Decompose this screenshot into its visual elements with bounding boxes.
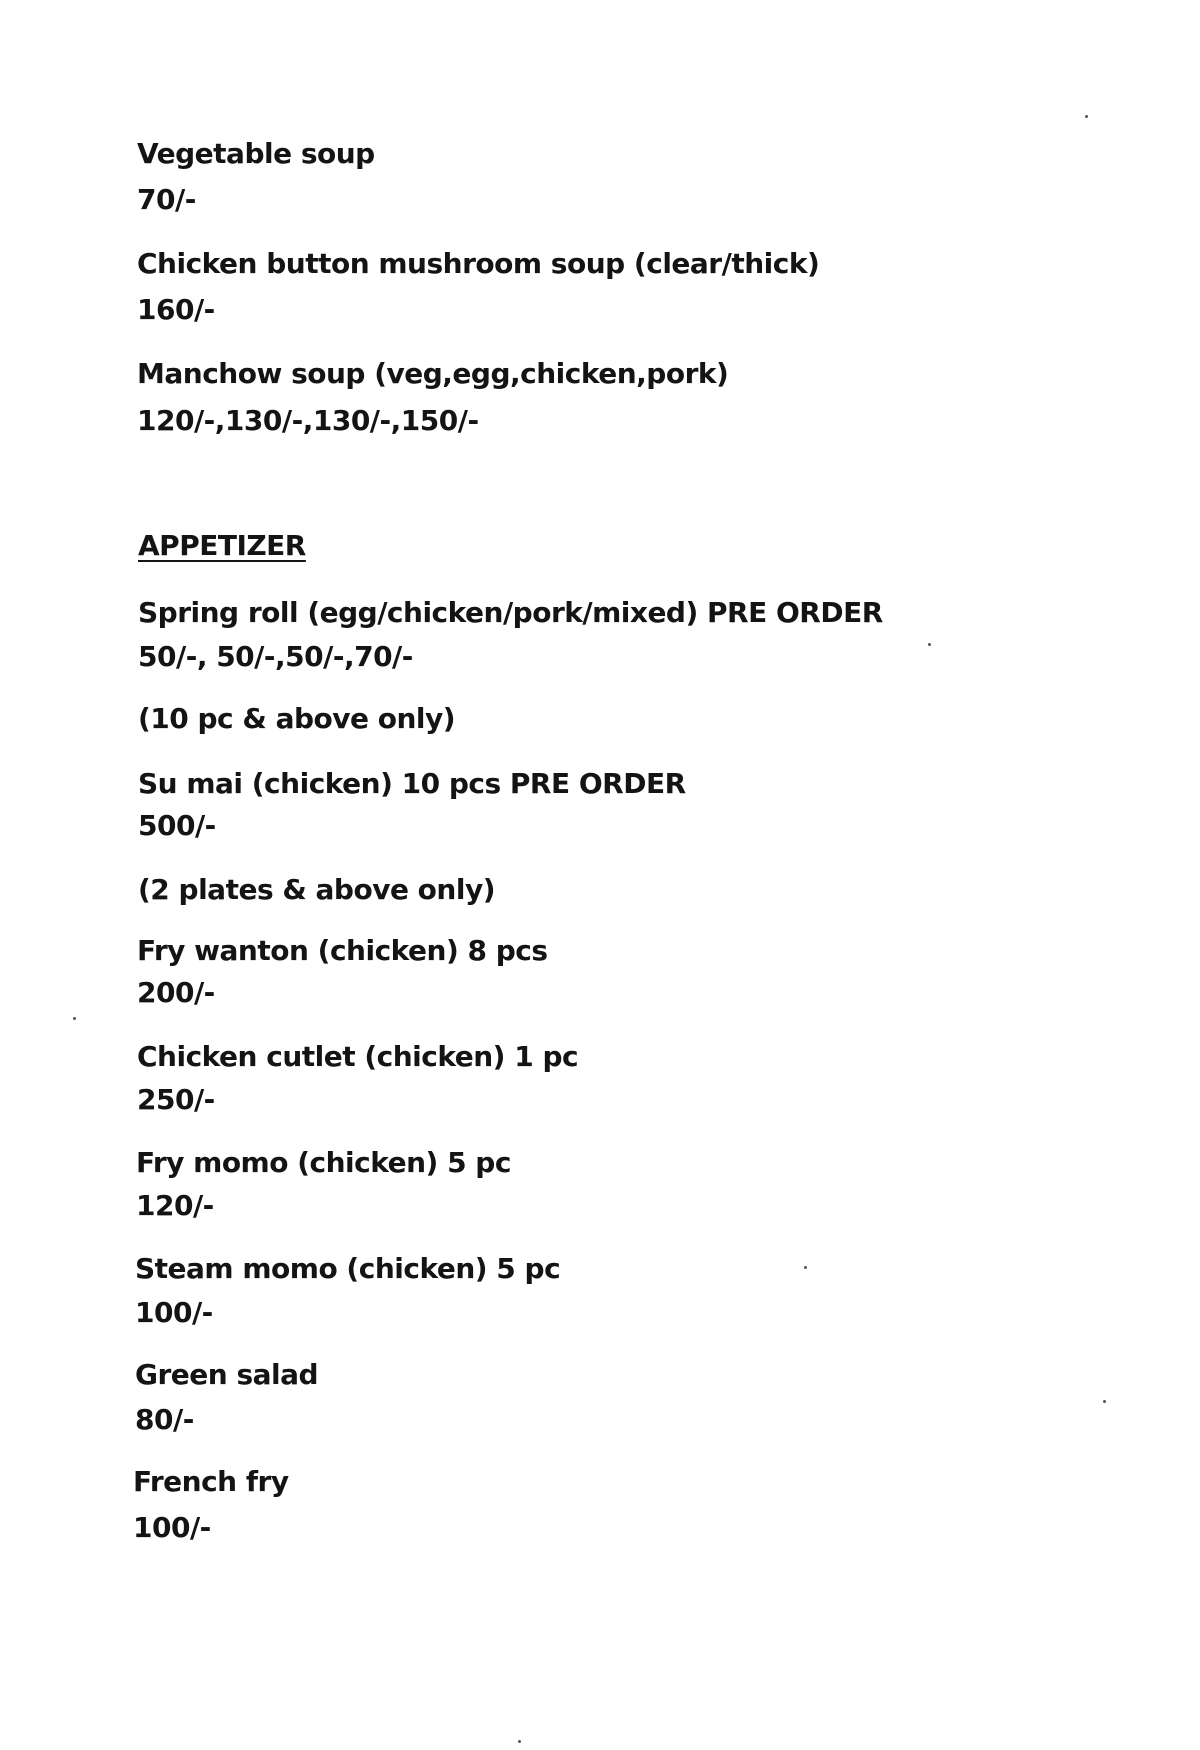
item-name-fry-momo: Fry momo (chicken) 5 pc <box>136 1146 511 1179</box>
section-heading-appetizer: APPETIZER <box>138 529 306 562</box>
item-name-su-mai: Su mai (chicken) 10 pcs PRE ORDER <box>138 767 686 800</box>
item-name-green-salad: Green salad <box>135 1358 319 1391</box>
item-name-fry-wanton: Fry wanton (chicken) 8 pcs <box>137 934 548 967</box>
item-price-spring-roll: 50/-, 50/-,50/-,70/- <box>138 640 413 673</box>
paper-speck <box>73 1017 76 1020</box>
item-name-vegetable-soup: Vegetable soup <box>137 137 375 170</box>
paper-speck <box>1103 1400 1106 1403</box>
item-price-manchow-soup: 120/-,130/-,130/-,150/- <box>137 404 479 437</box>
item-price-steam-momo: 100/- <box>135 1296 213 1329</box>
item-note-spring-roll: (10 pc & above only) <box>138 702 456 735</box>
item-name-spring-roll: Spring roll (egg/chicken/pork/mixed) PRE ORDER <box>138 596 883 629</box>
item-price-mushroom-soup: 160/- <box>137 293 215 326</box>
item-price-fry-momo: 120/- <box>136 1189 214 1222</box>
item-price-fry-wanton: 200/- <box>137 976 215 1009</box>
paper-speck <box>804 1266 807 1269</box>
item-name-steam-momo: Steam momo (chicken) 5 pc <box>135 1252 561 1285</box>
item-name-french-fry: French fry <box>133 1465 289 1498</box>
item-name-chicken-cutlet: Chicken cutlet (chicken) 1 pc <box>137 1040 579 1073</box>
item-price-vegetable-soup: 70/- <box>137 183 196 216</box>
paper-speck <box>928 643 931 646</box>
item-price-chicken-cutlet: 250/- <box>137 1083 215 1116</box>
paper-speck <box>1085 115 1088 118</box>
item-price-french-fry: 100/- <box>133 1511 211 1544</box>
item-price-su-mai: 500/- <box>138 809 216 842</box>
paper-speck <box>518 1740 521 1743</box>
item-name-manchow-soup: Manchow soup (veg,egg,chicken,pork) <box>137 357 729 390</box>
item-name-mushroom-soup: Chicken button mushroom soup (clear/thick) <box>137 247 820 280</box>
item-note-su-mai: (2 plates & above only) <box>138 873 495 906</box>
item-price-green-salad: 80/- <box>135 1403 194 1436</box>
